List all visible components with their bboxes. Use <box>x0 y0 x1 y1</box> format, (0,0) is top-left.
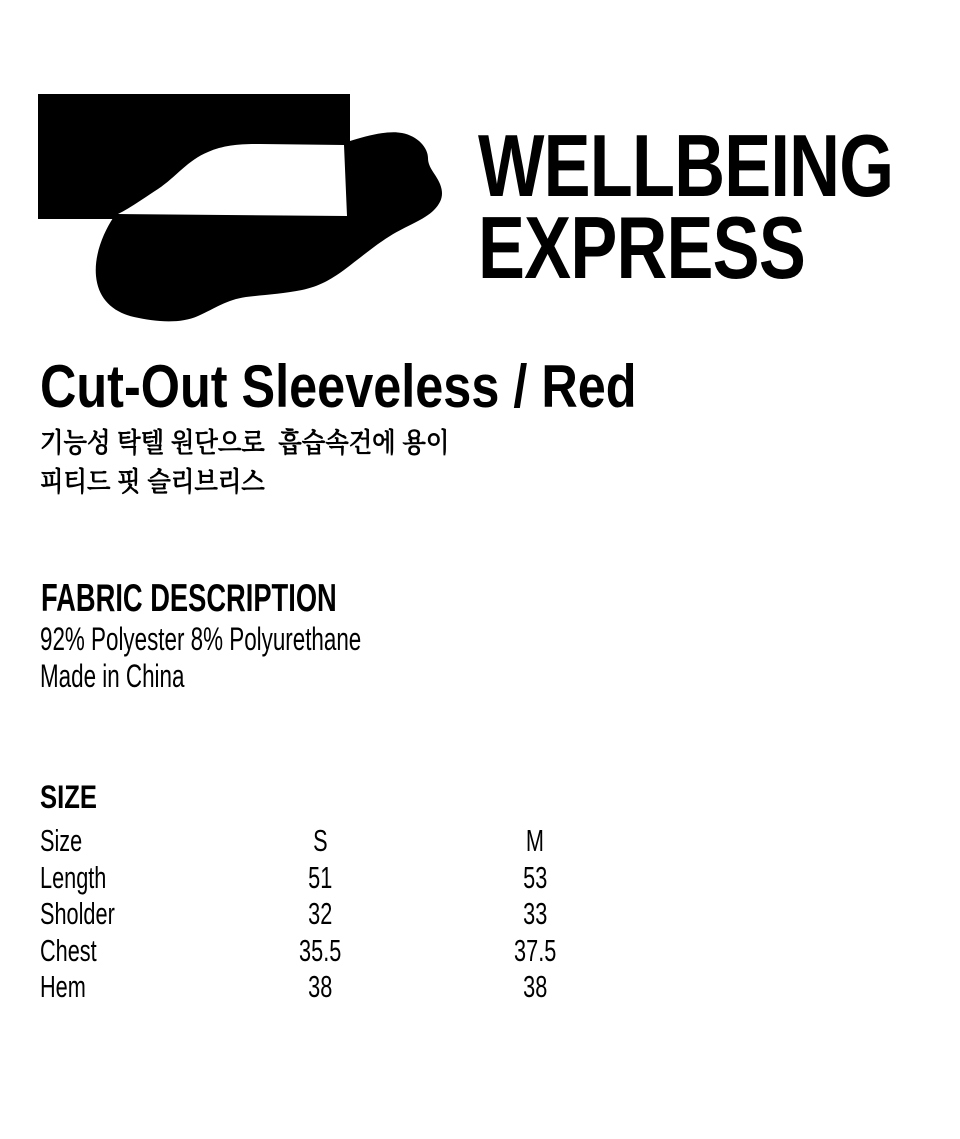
column-spacer <box>400 969 455 1006</box>
table-row-label: Chest <box>40 932 97 968</box>
column-spacer <box>400 823 455 860</box>
table-cell-m: 38 <box>522 969 548 1004</box>
brand-wordmark <box>478 116 894 297</box>
product-description-korean <box>40 424 449 502</box>
table-cell-m: 37.5 <box>513 932 557 968</box>
table-cell-s: 35.5 <box>298 932 342 968</box>
size-table <box>40 823 615 1006</box>
size-table-header-s: S <box>312 823 328 858</box>
brand-name-line2: EXPRESS <box>478 198 805 297</box>
size-table-header-label: Size <box>40 823 83 858</box>
table-row-label: Sholder <box>40 896 115 931</box>
table-cell-m: 53 <box>522 859 548 895</box>
table-row-label: Length <box>40 859 107 895</box>
table-row-label: Hem <box>40 969 86 1004</box>
column-spacer <box>400 860 455 897</box>
fabric-description-body <box>40 621 361 695</box>
table-cell-s: 32 <box>307 896 333 931</box>
product-title: Cut-Out Sleeveless / Red <box>40 353 637 420</box>
table-cell-m: 33 <box>522 896 548 931</box>
fabric-composition: 92% Polyester 8% Polyurethane <box>40 621 362 657</box>
description-line-2: 피티드 핏 슬리브리스 <box>40 467 265 497</box>
size-heading: SIZE <box>40 779 97 815</box>
size-table-header-m: M <box>525 823 545 858</box>
table-cell-s: 51 <box>307 859 333 895</box>
fabric-description-heading: FABRIC DESCRIPTION <box>41 577 337 620</box>
description-line-1: 기능성 탁텔 원단으로 흡습속건에 용이 <box>40 428 450 458</box>
brand-name-line1: WELLBEING <box>478 116 894 215</box>
table-cell-s: 38 <box>307 969 333 1004</box>
column-spacer <box>400 896 455 933</box>
brand-logo-icon <box>30 86 450 334</box>
column-spacer <box>400 933 455 970</box>
fabric-origin: Made in China <box>40 658 185 694</box>
